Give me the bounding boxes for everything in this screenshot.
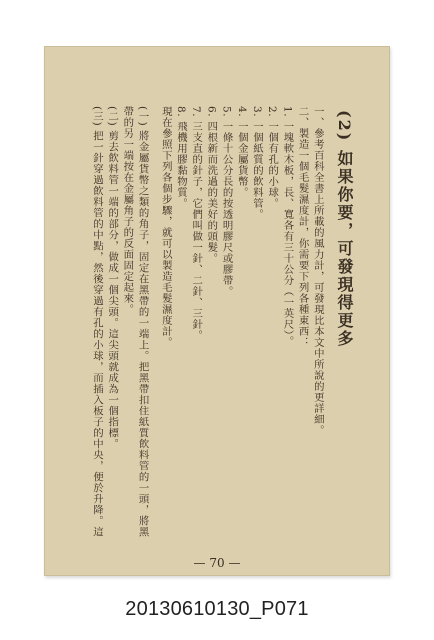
material-item: 7. 三支直的針子，它們叫做一針、二針、三針。 — [190, 106, 203, 342]
page-text-block — [86, 106, 352, 536]
instruction-step: (三) 把一針穿過飲料管的中點，然後穿過有孔的小球，而插入板子的中央，便於升降。這 — [90, 106, 103, 538]
instruction-step-continued: 帶的另一端按在金屬角子的反面固定起來。 — [121, 106, 134, 315]
material-item: 3. 一個紙質的飲料管。 — [250, 106, 263, 221]
material-item: 1. 一塊軟木板，長、寬各有三十公分（一英尺）。 — [281, 106, 294, 347]
book-page — [44, 46, 390, 576]
page-number: — 70 — — [193, 556, 241, 570]
text-line: 二、製造一個毛髮濕度計，你需要下列各種東西： — [296, 106, 309, 348]
text-line: 一、參考百科全書上所載的風力計，可發現比本文中所說的更詳細。 — [311, 106, 324, 436]
instruction-step: (一) 將金屬貨幣之類的角子，固定在黑帶的一端上。把黑帶扣住紙質飲料管的一頭，將黑 — [136, 106, 149, 538]
text-line: 現在參照下列各個步驟，就可以製造毛髮濕度計。 — [159, 106, 172, 348]
instruction-step: (二) 剪去飲料管一端的部分，做成一個尖頭。這尖頭就成為一個指標。 — [106, 106, 119, 450]
material-item: 5. 一條十公分長的按透明膠尺或膠帶。 — [220, 106, 233, 298]
material-item: 4. 一個金屬貨幣。 — [235, 106, 248, 199]
material-item: 6. 四根新而洗過的美好的頭髮。 — [205, 106, 218, 265]
material-item: 8. 飛機用膠黏物質。 — [174, 106, 187, 210]
section-heading: (2) 如果你要，可發現得更多 — [335, 110, 354, 348]
image-caption: 20130610130_P071 — [125, 598, 309, 620]
material-item: 2. 一個有孔的小球。 — [266, 106, 279, 210]
